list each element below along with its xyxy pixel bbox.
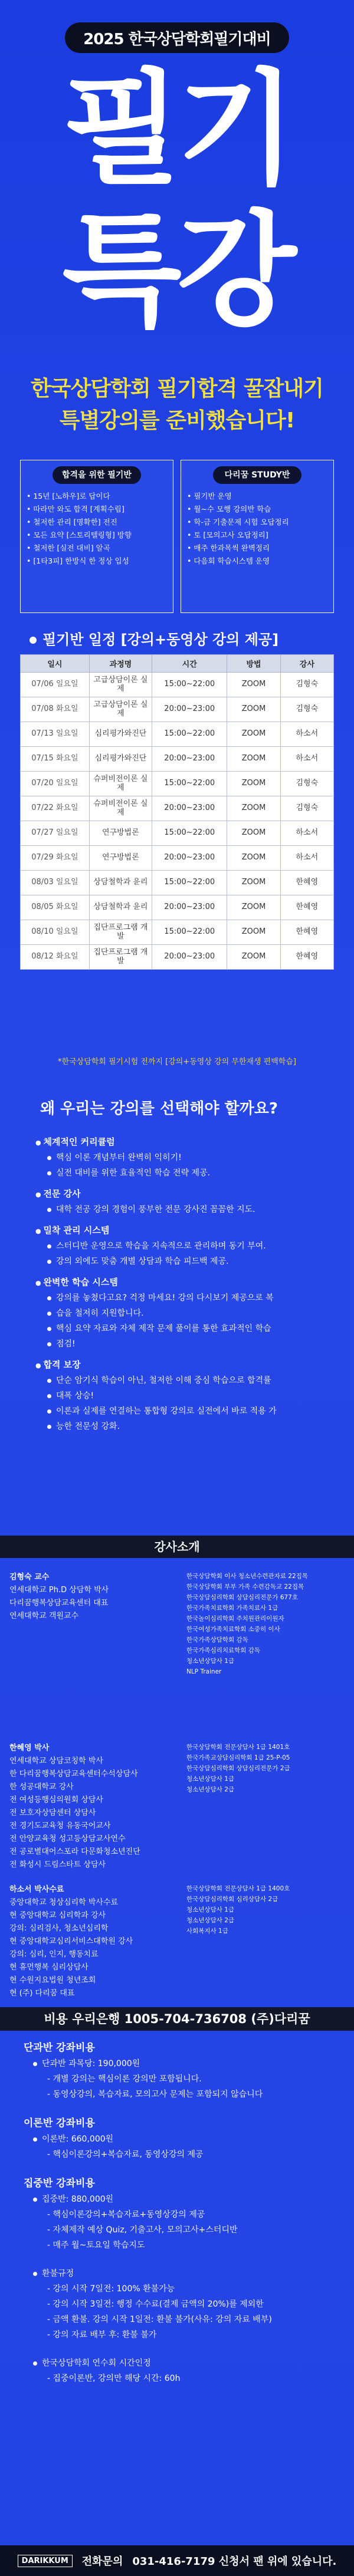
schedule-row bbox=[21, 673, 334, 697]
bullet-icon bbox=[47, 1260, 51, 1264]
instructor-2-career bbox=[9, 1742, 169, 1872]
price-line bbox=[24, 2266, 330, 2281]
phone-number[interactable]: 031-416-7179 신청서 팬 위에 있습니다. bbox=[132, 2555, 337, 2568]
schedule-cell: 08/10 일요일 bbox=[21, 920, 90, 945]
bullet-icon bbox=[33, 2272, 37, 2276]
schedule-cell: 07/29 화요일 bbox=[21, 846, 90, 871]
benefit-right-item: • 토 [모의고사 오답정리] bbox=[187, 529, 327, 542]
schedule-cell: ZOOM bbox=[227, 772, 280, 796]
instructor-2-cert: 청소년상담사 2급 bbox=[186, 1786, 235, 1793]
instructor-1-cert: 한국가족상담학회 감독 bbox=[186, 1636, 248, 1643]
price-line bbox=[24, 2327, 330, 2343]
schedule-cell: 하소서 bbox=[280, 846, 333, 871]
price-section bbox=[24, 2175, 330, 2253]
instructor-block-2 bbox=[9, 1742, 345, 1877]
price-section bbox=[24, 2266, 330, 2343]
instructor-1-cert: NLP Trainer bbox=[186, 1668, 222, 1675]
schedule-row bbox=[21, 945, 334, 970]
schedule-cell: 김형숙 bbox=[280, 673, 333, 697]
why-item-detail bbox=[35, 1165, 330, 1181]
why-item-detail-text: 습을 철저히 지원합니다. bbox=[56, 1309, 144, 1318]
schedule-cell: 07/15 화요일 bbox=[21, 747, 90, 772]
bullet-icon bbox=[47, 1156, 51, 1160]
instructor-2-line: 전 안양교육청 성고등상담교사연수 bbox=[9, 1834, 126, 1843]
schedule-body bbox=[21, 673, 334, 970]
instructor-2-line: 전 공로별대어스포라 다문화청소년진단 bbox=[9, 1847, 140, 1856]
why-item-detail-text: 대폭 상승! bbox=[56, 1391, 94, 1401]
schedule-cell: ZOOM bbox=[227, 945, 280, 970]
instructor-1-name: 김형숙 교수 bbox=[9, 1573, 50, 1582]
schedule-cell: 한혜영 bbox=[280, 920, 333, 945]
schedule-cell: ZOOM bbox=[227, 722, 280, 747]
bullet-icon bbox=[33, 2361, 37, 2366]
schedule-cell: 08/03 일요일 bbox=[21, 871, 90, 895]
schedule-title-text: 필기반 일정 [강의+동영상 강의 제공] bbox=[42, 631, 279, 648]
instructor-1-line: 연세대학교 Ph.D 상담학 박사 bbox=[9, 1586, 109, 1595]
schedule-header-cell: 방법 bbox=[227, 655, 280, 673]
why-item-detail bbox=[35, 1202, 330, 1217]
instructor-2-line: 전 보호자상담센터 상담사 bbox=[9, 1809, 96, 1817]
instructor-1-cert: 한국상담학회 부부 가족 수련감독교 22집목 bbox=[186, 1583, 304, 1590]
instructor-1-cert: 한국상담심리학회 상담심리전문가 677호 bbox=[186, 1594, 299, 1601]
why-item-heading: ● 완벽한 학습 시스템 bbox=[35, 1275, 330, 1290]
instructor-2-name: 한혜영 박사 bbox=[9, 1744, 50, 1753]
benefit-left-item: • 철저한 관리 [명확한] 전진 bbox=[27, 516, 167, 529]
bullet-icon bbox=[47, 1394, 51, 1398]
why-item-detail-text: 이론과 실제를 연결하는 통합형 강의로 실전에서 바로 적용 가 bbox=[56, 1406, 277, 1416]
instructor-3-cert: 한국상담심리학회 심리상담사 2급 bbox=[186, 1896, 278, 1903]
instructor-3-name: 하소서 박사수료 bbox=[9, 1885, 64, 1894]
bullet-icon bbox=[47, 1208, 51, 1212]
schedule-cell: ZOOM bbox=[227, 920, 280, 945]
benefit-left-item: • 철저한 [실전 대비] 알곡 bbox=[27, 542, 167, 555]
bullet-icon bbox=[47, 1244, 51, 1249]
instructor-2-line: 전 여성등행심의원회 상담사 bbox=[9, 1796, 103, 1804]
bullet-icon bbox=[30, 637, 37, 644]
why-title: 왜 우리는 강의를 선택해야 할까요? bbox=[40, 1100, 278, 1118]
why-item-detail-text: 핵심 요약 자료와 자체 제작 문제 풀이를 통한 효과적인 학습 bbox=[56, 1324, 271, 1333]
price-line bbox=[24, 2281, 330, 2297]
benefit-left-item: • 따라만 와도 합격 [계획수립] bbox=[27, 503, 167, 516]
price-line-text: 한국상담학회 연수회 시간인정 bbox=[42, 2358, 151, 2368]
schedule-row bbox=[21, 895, 334, 920]
instructor-2-line: 한 다리꿈행복상담교육센터수석상담사 bbox=[9, 1770, 138, 1778]
instructor-3-cert: 사회복지사 1급 bbox=[186, 1928, 228, 1935]
why-item bbox=[35, 1187, 330, 1217]
schedule-cell: 고급상담이론 실제 bbox=[89, 673, 152, 697]
schedule-cell: 김형숙 bbox=[280, 697, 333, 722]
bullet-icon bbox=[47, 1379, 51, 1383]
instructor-3-line: 현 중앙대학교 심리학과 강사 bbox=[9, 1911, 106, 1920]
instructor-3-certs bbox=[186, 1883, 345, 1936]
instructor-1-cert: 한국상담학회 이사 청소년수련관자료 22집목 bbox=[186, 1573, 308, 1580]
why-item-heading: ● 밀착 관리 시스템 bbox=[35, 1223, 330, 1238]
prices-section bbox=[24, 2040, 330, 2399]
schedule-cell: 상담철학과 윤리 bbox=[89, 871, 152, 895]
instructor-2-line: 한 성공대학교 강사 bbox=[9, 1783, 74, 1791]
why-item-detail bbox=[35, 1321, 330, 1336]
schedule-cell: 20:00~23:00 bbox=[152, 846, 227, 871]
hero-subtitle-1: 한국상담학회 필기합격 꿀잡내기 bbox=[31, 377, 323, 401]
schedule-row bbox=[21, 772, 334, 796]
schedule-cell: 07/22 화요일 bbox=[21, 796, 90, 821]
instructor-block-3 bbox=[9, 1883, 345, 2001]
schedule-cell: 연구방법론 bbox=[89, 821, 152, 846]
price-line bbox=[24, 2312, 330, 2327]
schedule-cell: 07/13 일요일 bbox=[21, 722, 90, 747]
price-line bbox=[24, 2192, 330, 2207]
price-section bbox=[24, 2040, 330, 2102]
instructor-1-line: 연세대학교 객원교수 bbox=[9, 1612, 79, 1620]
instructor-2-line: 전 경기도교육청 유동국어교사 bbox=[9, 1821, 111, 1830]
why-item-detail bbox=[35, 1150, 330, 1165]
benefit-right-item: • 매주 한과목씩 완벽정리 bbox=[187, 542, 327, 555]
schedule-cell: 08/12 화요일 bbox=[21, 945, 90, 970]
why-item-detail bbox=[35, 1238, 330, 1254]
schedule-row bbox=[21, 722, 334, 747]
bullet-icon bbox=[33, 2062, 37, 2066]
instructor-1-cert: 한국여성가족치료학회 소중히 이사 bbox=[186, 1626, 280, 1633]
benefit-box-left bbox=[20, 460, 173, 613]
why-item-detail bbox=[35, 1419, 330, 1434]
price-line bbox=[24, 2371, 330, 2386]
bullet-icon bbox=[33, 2137, 37, 2142]
bullet-icon bbox=[47, 1342, 51, 1346]
price-line-text: 이론반: 660,000원 bbox=[42, 2134, 114, 2144]
schedule-cell: 20:00~23:00 bbox=[152, 697, 227, 722]
schedule-cell: 15:00~22:00 bbox=[152, 920, 227, 945]
schedule-title bbox=[30, 628, 278, 648]
schedule-row bbox=[21, 846, 334, 871]
why-item-detail bbox=[35, 1306, 330, 1321]
benefit-left-item: • 모든 요약 [스토리텔링형] 방향 bbox=[27, 529, 167, 542]
why-item-detail bbox=[35, 1373, 330, 1388]
benefit-right-item: • 월~수 모행 강의반 학습 bbox=[187, 503, 327, 516]
instructor-3-career bbox=[9, 1883, 169, 2000]
schedule-cell: 하소서 bbox=[280, 722, 333, 747]
schedule-header-cell: 강사 bbox=[280, 655, 333, 673]
schedule-cell: 한혜영 bbox=[280, 871, 333, 895]
schedule-cell: 집단프로그램 개발 bbox=[89, 945, 152, 970]
hero-subtitle-2: 특별강의를 준비했습니다! bbox=[59, 409, 295, 433]
instructor-2-cert: 청소년상담사 1급 bbox=[186, 1775, 235, 1783]
schedule-header-row bbox=[21, 655, 334, 673]
why-item-detail bbox=[35, 1254, 330, 1269]
why-item-detail-text: 단순 암기식 학습이 아닌, 철저한 이해 중심 학습으로 합격률 bbox=[56, 1376, 271, 1385]
why-item-detail-text: 강의 외에도 맞춤 개별 상담과 학습 피드백 제공. bbox=[56, 1257, 229, 1266]
schedule-cell: 상담철학과 윤리 bbox=[89, 895, 152, 920]
schedule-cell: 심리평가와진단 bbox=[89, 747, 152, 772]
benefit-left-item: • 15년 [노하우]로 답이다 bbox=[27, 490, 167, 503]
instructor-2-cert: 한국상담심리학회 상담심리전문가 2급 bbox=[186, 1765, 290, 1772]
why-item bbox=[35, 1135, 330, 1181]
price-line bbox=[24, 2207, 330, 2222]
schedule-cell: ZOOM bbox=[227, 895, 280, 920]
price-line bbox=[24, 2087, 330, 2102]
schedule-cell: 20:00~23:00 bbox=[152, 895, 227, 920]
price-line-text: 강의 시작 3일전: 행정 수수료(결제 금액의 20%)를 제외한 bbox=[53, 2300, 264, 2309]
why-item bbox=[35, 1223, 330, 1269]
benefit-right-item: • 필기반 운영 bbox=[187, 490, 327, 503]
schedule-cell: 07/06 일요일 bbox=[21, 673, 90, 697]
price-section bbox=[24, 2356, 330, 2386]
benefit-right-item: • 학-금 기출문제 시험 오답정리 bbox=[187, 516, 327, 529]
schedule-cell: 15:00~22:00 bbox=[152, 772, 227, 796]
price-line-text: 강의 자료 배부 후: 환불 불가 bbox=[53, 2330, 157, 2340]
price-line bbox=[24, 2147, 330, 2162]
schedule-row bbox=[21, 796, 334, 821]
schedule-cell: ZOOM bbox=[227, 747, 280, 772]
schedule-row bbox=[21, 821, 334, 846]
schedule-note: *한국상담학회 필기시험 전까지 [강의+동영상 강의 무한재생 편백학습] bbox=[58, 1058, 296, 1066]
instructor-3-line: 현 중앙대학교심리서비스대학원 강사 bbox=[9, 1937, 133, 1946]
benefit-box-right bbox=[181, 460, 334, 613]
price-line-text: 매주 월~토요일 학습지도 bbox=[53, 2241, 145, 2250]
why-item-detail-text: 대학 전공 강의 경험이 풍부한 전문 강사진 꼼꼼한 지도. bbox=[56, 1205, 255, 1214]
instructor-block-1 bbox=[9, 1571, 345, 1718]
price-line-text: 단과반 과목당: 190,000원 bbox=[42, 2059, 140, 2068]
schedule-cell: 김형숙 bbox=[280, 772, 333, 796]
instructor-2-line: 전 화성시 드림스타트 상담사 bbox=[9, 1860, 106, 1869]
schedule-cell: 15:00~22:00 bbox=[152, 871, 227, 895]
schedule-cell: 집단프로그램 개발 bbox=[89, 920, 152, 945]
price-line-text: 환불규정 bbox=[42, 2269, 74, 2278]
why-item-detail-text: 실전 대비를 위한 효율적인 학습 전략 제공. bbox=[56, 1168, 211, 1178]
instructor-1-career bbox=[9, 1571, 169, 1623]
why-item bbox=[35, 1275, 330, 1352]
price-line bbox=[24, 2222, 330, 2238]
schedule-cell: 하소서 bbox=[280, 747, 333, 772]
schedule-cell: ZOOM bbox=[227, 697, 280, 722]
price-line-text: 금액 환불. 강의 시작 1일전: 환불 불가(사유: 강의 자료 배부) bbox=[53, 2315, 272, 2324]
instructor-1-cert: 한국가족심리치료학회 감독 bbox=[186, 1647, 261, 1654]
why-item-detail bbox=[35, 1388, 330, 1404]
instructor-3-line: 강의: 심리, 인지, 행동치료 bbox=[9, 1950, 99, 1959]
instructor-1-cert: 한국놀이심리학회 주치원관리이원자 bbox=[186, 1615, 284, 1622]
benefit-right-list bbox=[187, 490, 327, 568]
instructor-2-cert: 한국상담학회 전문상담사 1급 1401호 bbox=[186, 1744, 290, 1751]
why-item-detail-text: 스터디반 운영으로 학습을 지속적으로 관리하며 동기 부여. bbox=[56, 1241, 266, 1251]
schedule-cell: ZOOM bbox=[227, 821, 280, 846]
bullet-icon bbox=[47, 1296, 51, 1300]
footer bbox=[0, 2545, 354, 2576]
price-line bbox=[24, 2356, 330, 2371]
hero-big-title-1: 필기 bbox=[62, 57, 292, 202]
price-line-text: 강의 시작 7일전: 100% 환불가능 bbox=[53, 2284, 175, 2294]
why-item-detail-text: 핵심 이론 개념부터 완벽히 익히기! bbox=[56, 1153, 182, 1162]
instructor-3-line: 중앙대학교 청상심리학 박사수료 bbox=[9, 1898, 119, 1907]
schedule-cell: ZOOM bbox=[227, 673, 280, 697]
instructor-2-cert: 한국가족교상담심리학회 1급 25-P-05 bbox=[186, 1754, 290, 1761]
schedule-cell: 20:00~23:00 bbox=[152, 747, 227, 772]
benefit-left-item: • [1타3피] 한방식 한 정상 입성 bbox=[27, 555, 167, 568]
why-item-detail bbox=[35, 1290, 330, 1306]
why-item bbox=[35, 1358, 330, 1434]
why-item-detail bbox=[35, 1404, 330, 1419]
schedule-cell: ZOOM bbox=[227, 846, 280, 871]
price-line bbox=[24, 2132, 330, 2147]
hero-big-title-2: 특강 bbox=[62, 199, 292, 343]
schedule-cell: 고급상담이론 실제 bbox=[89, 697, 152, 722]
instructor-2-certs bbox=[186, 1742, 345, 1795]
price-line bbox=[24, 2238, 330, 2253]
instructor-3-cert: 청소년상담사 2급 bbox=[186, 1917, 235, 1924]
bullet-icon bbox=[47, 1409, 51, 1414]
benefit-left-list bbox=[27, 490, 167, 568]
schedule-row bbox=[21, 697, 334, 722]
benefits-section bbox=[20, 460, 334, 613]
instructor-3-cert: 한국상담학회 전문상담사 1급 1400호 bbox=[186, 1885, 290, 1892]
schedule-cell: 07/20 일요일 bbox=[21, 772, 90, 796]
schedule-row bbox=[21, 920, 334, 945]
bullet-icon bbox=[47, 1327, 51, 1331]
schedule-cell: ZOOM bbox=[227, 871, 280, 895]
instructor-3-cert: 청소년상담사 1급 bbox=[186, 1906, 235, 1913]
bullet-icon bbox=[47, 1171, 51, 1175]
price-section-title: 집중반 강좌비용 bbox=[24, 2178, 95, 2189]
price-section bbox=[24, 2115, 330, 2162]
price-line bbox=[24, 2297, 330, 2312]
benefit-box-right-title: 다리꿈 STUDY반 bbox=[213, 466, 301, 484]
instructor-3-line: 강의: 심리검사, 청소년심리학 bbox=[9, 1924, 109, 1933]
price-line-text: 집중반: 880,000원 bbox=[42, 2195, 114, 2204]
schedule-cell: 김형숙 bbox=[280, 796, 333, 821]
schedule-cell: 한혜영 bbox=[280, 945, 333, 970]
instructors-title: 강사소개 bbox=[0, 1536, 354, 1558]
why-item-detail bbox=[35, 1336, 330, 1352]
bullet-icon bbox=[47, 1425, 51, 1429]
why-item-heading: ● 체계적인 커리큘럼 bbox=[35, 1135, 330, 1150]
schedule-header-cell: 시간 bbox=[152, 655, 227, 673]
schedule-cell: 하소서 bbox=[280, 821, 333, 846]
schedule-cell: ZOOM bbox=[227, 796, 280, 821]
why-list bbox=[35, 1135, 330, 1440]
schedule-row bbox=[21, 871, 334, 895]
why-item-heading: ● 합격 보장 bbox=[35, 1358, 330, 1373]
instructor-3-line: 현 수원지요법원 청년조회 bbox=[9, 1976, 96, 1985]
price-section-title: 이론반 강좌비용 bbox=[24, 2117, 95, 2129]
instructor-3-line: 현 휴먼행복 심리상담사 bbox=[9, 1963, 88, 1972]
benefit-right-item: • 다음회 학습시스템 운영 bbox=[187, 555, 327, 568]
instructor-1-line: 다리꿈행복상담교육센터 대표 bbox=[9, 1599, 109, 1607]
schedule-cell: 20:00~23:00 bbox=[152, 945, 227, 970]
instructor-1-cert: 한국가족치료학회 가족치료사 1급 bbox=[186, 1605, 278, 1612]
why-item-detail-text: 점검! bbox=[56, 1339, 76, 1349]
schedule-cell: 08/05 화요일 bbox=[21, 895, 90, 920]
schedule-cell: 07/08 화요일 bbox=[21, 697, 90, 722]
schedule-cell: 20:00~23:00 bbox=[152, 796, 227, 821]
price-line bbox=[24, 2071, 330, 2087]
price-line-text: 자체제작 예상 Quiz, 기출고사, 모의고사+스터디반 bbox=[53, 2225, 238, 2235]
bullet-icon bbox=[33, 2198, 37, 2202]
schedule-cell: 15:00~22:00 bbox=[152, 722, 227, 747]
hero-pill-title: 2025 한국상담학회필기대비 bbox=[65, 22, 289, 53]
schedule-table bbox=[20, 654, 334, 970]
schedule-cell: 연구방법론 bbox=[89, 846, 152, 871]
price-line-text: 동영상강의, 복습자료, 모의고사 문제는 포함되지 않습니다 bbox=[53, 2090, 263, 2099]
bank-account-bar: 비용 우리은행 1005-704-736708 (주)다리꿈 bbox=[0, 2007, 354, 2031]
schedule-cell: 한혜영 bbox=[280, 895, 333, 920]
price-line-text: 개별 강의는 핵심이론 강의만 포함됩니다. bbox=[53, 2074, 202, 2084]
instructor-3-line: 현 (주) 다리꿈 대표 bbox=[9, 1989, 75, 1998]
schedule-cell: 07/27 일요일 bbox=[21, 821, 90, 846]
instructor-2-line: 연세대학교 상담코칭학 박사 bbox=[9, 1757, 103, 1765]
schedule-cell: 슈퍼비전이론 실제 bbox=[89, 772, 152, 796]
phone-label: 전화문의 bbox=[81, 2555, 123, 2568]
bullet-icon bbox=[47, 1312, 51, 1316]
price-section-title: 단과반 강좌비용 bbox=[24, 2042, 95, 2054]
why-item-heading: ● 전문 강사 bbox=[35, 1187, 330, 1202]
schedule-cell: 슈퍼비전이론 실제 bbox=[89, 796, 152, 821]
schedule-row bbox=[21, 747, 334, 772]
schedule-cell: 15:00~22:00 bbox=[152, 821, 227, 846]
price-line bbox=[24, 2056, 330, 2071]
price-line-text: 핵심이론강의+복습자료, 동영상강의 제공 bbox=[53, 2150, 204, 2159]
instructor-1-certs bbox=[186, 1571, 345, 1677]
benefit-box-left-title: 합격을 위한 필기반 bbox=[53, 466, 141, 484]
schedule-cell: 15:00~22:00 bbox=[152, 673, 227, 697]
schedule-header-cell: 일시 bbox=[21, 655, 90, 673]
price-line-text: 핵심이론강의+복습자료+동영상강의 제공 bbox=[53, 2210, 205, 2219]
schedule-cell: 심리평가와진단 bbox=[89, 722, 152, 747]
schedule-header-cell: 과정명 bbox=[89, 655, 152, 673]
instructor-1-cert: 청소년상담사 1급 bbox=[186, 1658, 235, 1665]
brand-logo: DARIKKUM bbox=[18, 2555, 73, 2567]
why-item-detail-text: 능한 전문성 강화. bbox=[56, 1422, 120, 1431]
why-item-detail-text: 강의를 놓쳤다고요? 걱정 마세요! 강의 다시보기 제공으로 복 bbox=[56, 1293, 274, 1303]
price-line-text: 집중이론반, 강의만 해당 시간: 60h bbox=[53, 2374, 181, 2383]
